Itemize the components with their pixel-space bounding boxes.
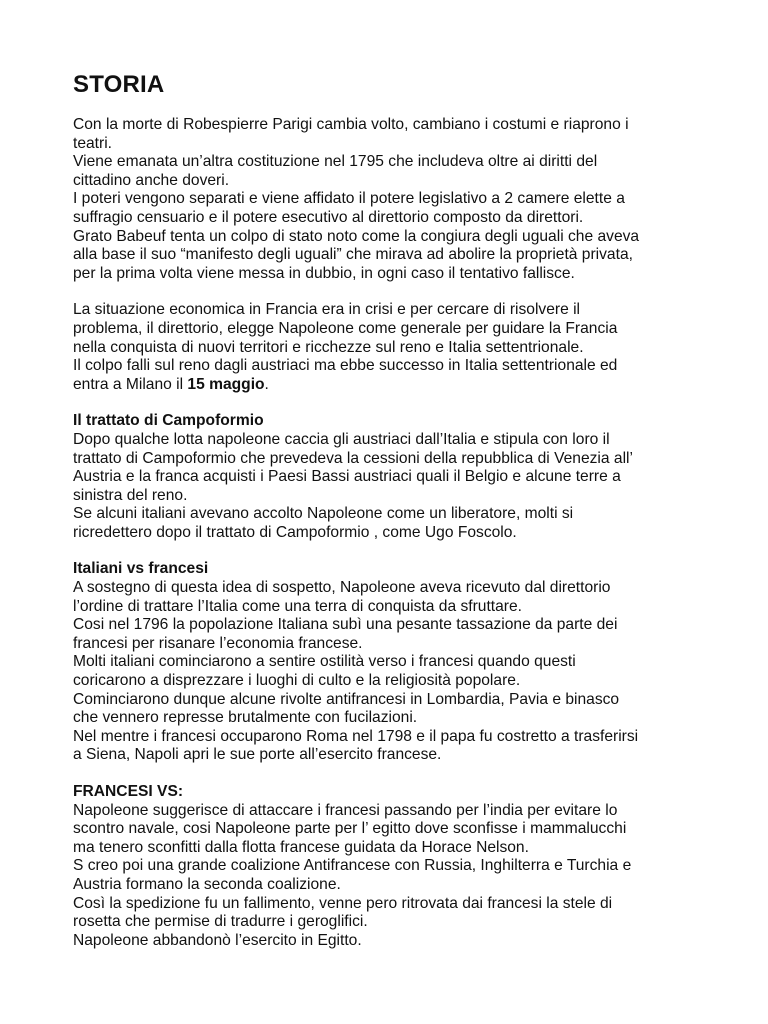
text-line: nella conquista di nuovi territori e ricchezze sul reno e Italia settentrionale. [73,338,584,356]
text-line: La situazione economica in Francia era in crisi e per cercare di risolvere il [73,301,581,319]
bold-date: 15 maggio [187,375,265,393]
text-line: coricarono a disprezzare i luoghi di culto e la religiosità popolare. [73,672,521,690]
text-line: cittadino anche doveri. [73,171,230,189]
text-line: a Siena, Napoli apri le sue porte all’esercito francese. [73,746,442,764]
italiani-paragraph [73,579,713,765]
text-line: Napoleone suggerisce di attaccare i francesi passando per l’india per evitare lo [73,801,618,819]
text-line: Così la spedizione fu un fallimento, venne pero ritrovata dai francesi la stele di [73,894,613,912]
text-line: rosetta che permise di tradurre i geroglifici. [73,913,368,931]
text-line: teatri. [73,134,112,152]
text-line: per la prima volta viene messa in dubbio, in ogni caso il tentativo fallisce. [73,264,575,282]
text-line: francesi per risanare l’economia francese. [73,634,363,652]
text-fragment: entra a Milano il [73,375,188,393]
text-line: I poteri vengono separati e viene affidato il potere legislativo a 2 camere elette a [73,190,625,208]
text-line: trattato di Campoformio che prevedeva la cessioni della repubblica di Venezia all’ [73,449,633,467]
text-line: sinistra del reno. [73,486,188,504]
document-title: STORIA [73,71,165,98]
text-line: suffragio censuario e il potere esecutivo al direttorio composto da direttori. [73,208,584,226]
document-page [73,70,713,950]
intro-paragraph [73,116,713,283]
text-line: Viene emanata un’altra costituzione nel 1795 che includeva oltre ai diritti del [73,153,598,171]
campoformio-section [73,412,713,542]
text-line: S creo poi una grande coalizione Antifrancese con Russia, Inghilterra e Turchia e [73,857,632,875]
text-line-with-date [73,376,713,395]
text-line: Cosi nel 1796 la popolazione Italiana subì una pesante tassazione da parte dei [73,616,618,634]
text-line: Il colpo falli sul reno dagli austriaci ma ebbe successo in Italia settentrionale ed [73,357,618,375]
text-line: Grato Babeuf tenta un colpo di stato noto come la congiura degli uguali che aveva [73,227,640,245]
francesi-paragraph [73,802,713,951]
campoformio-paragraph [73,431,713,543]
text-line: l’ordine di trattare l’Italia come una terra di conquista da sfruttare. [73,597,522,615]
text-line: Molti italiani cominciarono a sentire ostilità verso i francesi quando questi [73,653,576,671]
text-line: Austria e la franca acquisti i Paesi Bassi austriaci quali il Belgio e alcune terre a [73,468,621,486]
text-fragment: . [264,375,269,393]
text-line: A sostegno di questa idea di sospetto, Napoleone aveva ricevuto dal direttorio [73,579,611,597]
text-line: ma tenero sconfitti dalla flotta francese guidata da Horace Nelson. [73,838,529,856]
text-line: Austria formano la seconda coalizione. [73,875,341,893]
text-line: ricredettero dopo il trattato di Campoformio , come Ugo Foscolo. [73,523,517,541]
text-line: Napoleone abbandonò l’esercito in Egitto. [73,931,362,949]
text-line: Dopo qualche lotta napoleone caccia gli austriaci dall’Italia e stipula con loro il [73,430,610,448]
economy-paragraph [73,301,713,394]
italiani-section [73,560,713,765]
section-heading: Il trattato di Campoformio [73,412,264,430]
text-line: alla base il suo “manifesto degli uguali” che mirava ad abolire la proprietà privata, [73,246,633,264]
francesi-section [73,783,713,950]
section-heading: Italiani vs francesi [73,560,209,578]
text-line: Nel mentre i francesi occuparono Roma nel 1798 e il papa fu costretto a trasferirsi [73,727,639,745]
text-line: scontro navale, cosi Napoleone parte per l’ egitto dove sconfisse i mammalucchi [73,820,627,838]
section-heading: FRANCESI VS: [73,783,184,800]
text-line: Cominciarono dunque alcune rivolte antifrancesi in Lombardia, Pavia e binasco [73,690,620,708]
text-line: problema, il direttorio, elegge Napoleone come generale per guidare la Francia [73,319,618,337]
text-line: che vennero represse brutalmente con fucilazioni. [73,709,418,727]
text-line: Se alcuni italiani avevano accolto Napoleone come un liberatore, molti si [73,505,574,523]
text-line: Con la morte di Robespierre Parigi cambia volto, cambiano i costumi e riaprono i [73,116,629,133]
